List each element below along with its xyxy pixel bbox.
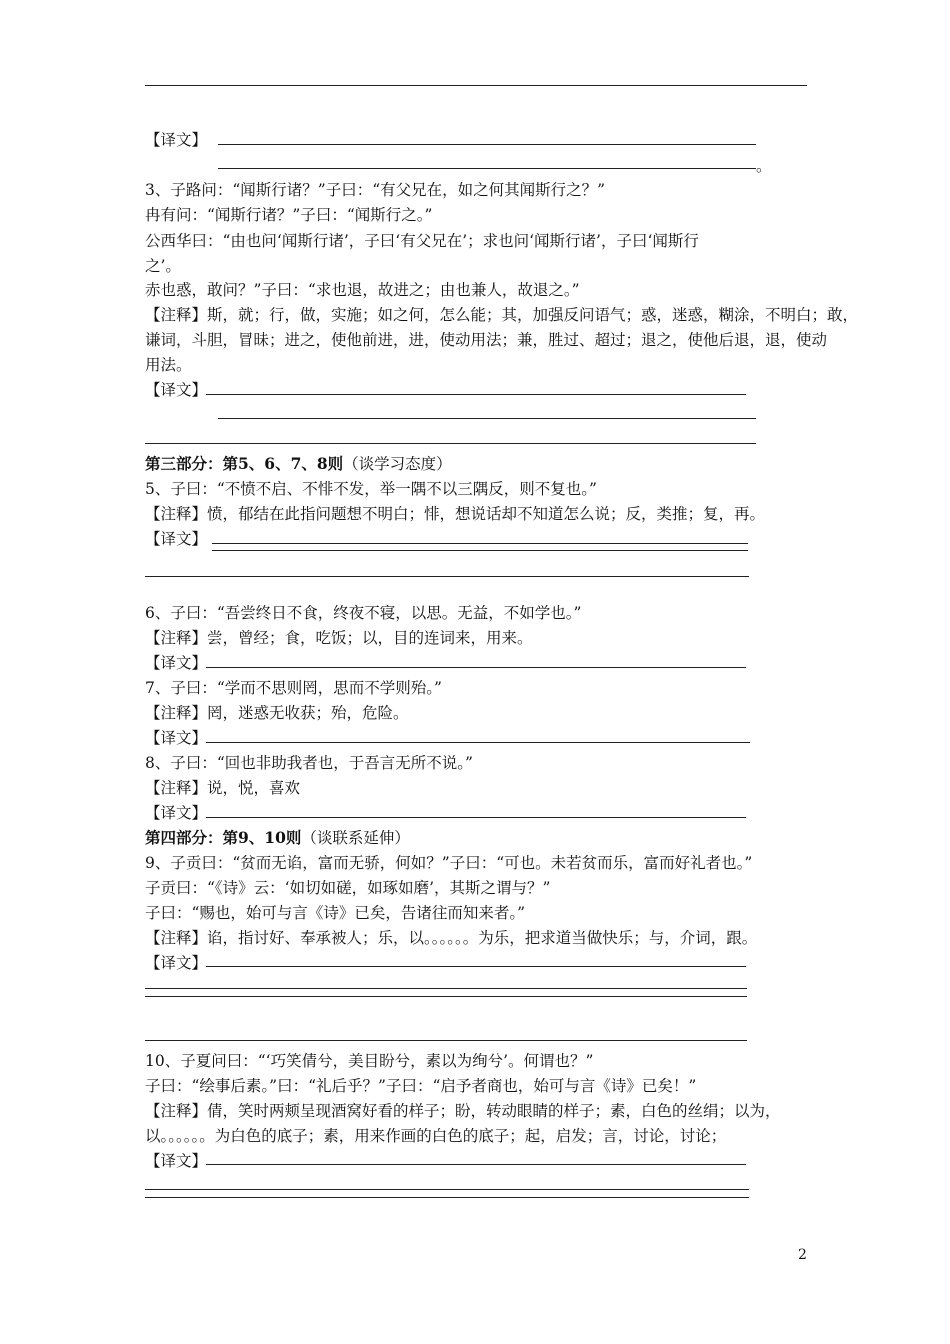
part-3-heading [145,452,452,474]
item-8-line-1: 8、子曰：“回也非助我者也，于吾言无所不说。” [145,754,473,772]
answer-line [145,996,747,997]
item-9-line-3: 子曰：“赐也，始可与言《诗》已矣，告诸往而知来者。” [145,904,526,922]
item-3-line-2: 冉有问：“闻斯行诸？”子曰：“闻斯行之。” [145,206,433,224]
answer-line [145,1189,749,1190]
item-3-line-5: 赤也惑，敢问？”子曰：“求也退，故进之；由也兼人，故退之。” [145,281,580,299]
answer-line [145,1197,749,1198]
item-10-line-2: 子曰：“绘事后素。”曰：“礼后乎？”子曰：“启予者商也，始可与言《诗》已矣！” [145,1077,697,1095]
translation-label: 【译文】 [145,954,208,972]
item-5-line-1: 5、子曰：“不愤不启、不悱不发，举一隅不以三隅反，则不复也。” [145,480,597,498]
item-3-line-4: 之’。 [145,257,181,275]
part-3-subtitle: （谈学习态度） [343,455,452,473]
part-4-subtitle: （谈联系延伸） [301,829,410,847]
answer-line [206,667,746,668]
item-10-note-1: 【注释】倩，笑时两颊呈现酒窝好看的样子；盼，转动眼睛的样子；素，白色的丝绢；以为， [145,1102,781,1120]
translation-label: 【译文】 [145,381,208,399]
answer-line [218,418,756,419]
answer-line [145,1040,747,1041]
answer-line [212,543,748,544]
item-10-note-2: 以。。。。。。为白色的底子；素，用来作画的白色的底子；起，启发；言，讨论，讨论； [145,1127,727,1145]
item-9-line-2: 子贡曰：“《诗》云：‘如切如磋，如琢如磨’，其斯之谓与？” [145,879,551,897]
translation-label: 【译文】 [145,1152,208,1170]
part-4-title: 第四部分：第9、10则 [145,828,302,847]
answer-line [145,443,756,444]
answer-line [218,144,756,145]
item-10-line-1: 10、子夏问曰：“‘巧笑倩兮，美目盼兮，素以为绚兮’。何谓也？” [145,1052,594,1070]
item-3-note-3: 用法。 [145,356,192,374]
answer-line [206,394,746,395]
translation-label: 【译文】 [145,804,208,822]
translation-label: 【译文】 [145,131,208,149]
item-8-note: 【注释】说，悦，喜欢 [145,779,301,797]
translation-label: 【译文】 [145,729,208,747]
item-6-line-1: 6、子曰：“吾尝终日不食，终夜不寝，以思。无益，不如学也。” [145,604,582,622]
translation-label: 【译文】 [145,654,208,672]
part-3-title: 第三部分：第5、6、7、8则 [145,454,344,473]
item-9-line-1: 9、子贡曰：“贫而无谄，富而无骄，何如？”子曰：“可也。未若贫而乐，富而好礼者也。” [145,854,753,872]
answer-line [206,817,746,818]
item-9-note: 【注释】谄，指讨好、奉承被人；乐，以。。。。。。为乐，把求道当做快乐；与，介词，跟。 [145,929,758,947]
answer-line [145,988,747,989]
answer-line [145,576,749,577]
item-7-note: 【注释】罔，迷惑无收获；殆，危险。 [145,704,409,722]
item-5-note: 【注释】愤，郁结在此指问题想不明白；悱，想说话却不知道怎么说；反，类推；复，再。 [145,505,766,523]
item-6-note: 【注释】尝，曾经；食，吃饭；以，目的连词来，用来。 [145,629,533,647]
answer-line [206,742,750,743]
item-3-note-1: 【注释】斯，就；行，做，实施；如之何，怎么能；其，加强反问语气；惑，迷惑，糊涂，不明白；敢， [145,306,859,324]
translation-label: 【译文】 [145,530,208,548]
item-3-line-3: 公西华曰：“由也问‘闻斯行诸’，子曰‘有父兄在’；求也问‘闻斯行诸’，子曰‘闻斯行 [145,232,699,250]
period-mark: 。 [756,157,772,175]
answer-line [206,1164,746,1165]
answer-line [212,550,748,551]
page-number: 2 [798,1247,807,1263]
answer-line [206,966,746,967]
top-rule [145,85,807,86]
item-3-line-1: 3、子路问：“闻斯行诸？”子曰：“有父兄在，如之何其闻斯行之？” [145,181,606,199]
item-3-note-2: 谦词，斗胆，冒昧；进之，使他前进，进，使动用法；兼，胜过、超过；退之，使他后退，退，使动 [145,331,828,349]
part-4-heading [145,826,410,848]
item-7-line-1: 7、子曰：“学而不思则罔，思而不学则殆。” [145,679,442,697]
answer-line [218,168,756,169]
